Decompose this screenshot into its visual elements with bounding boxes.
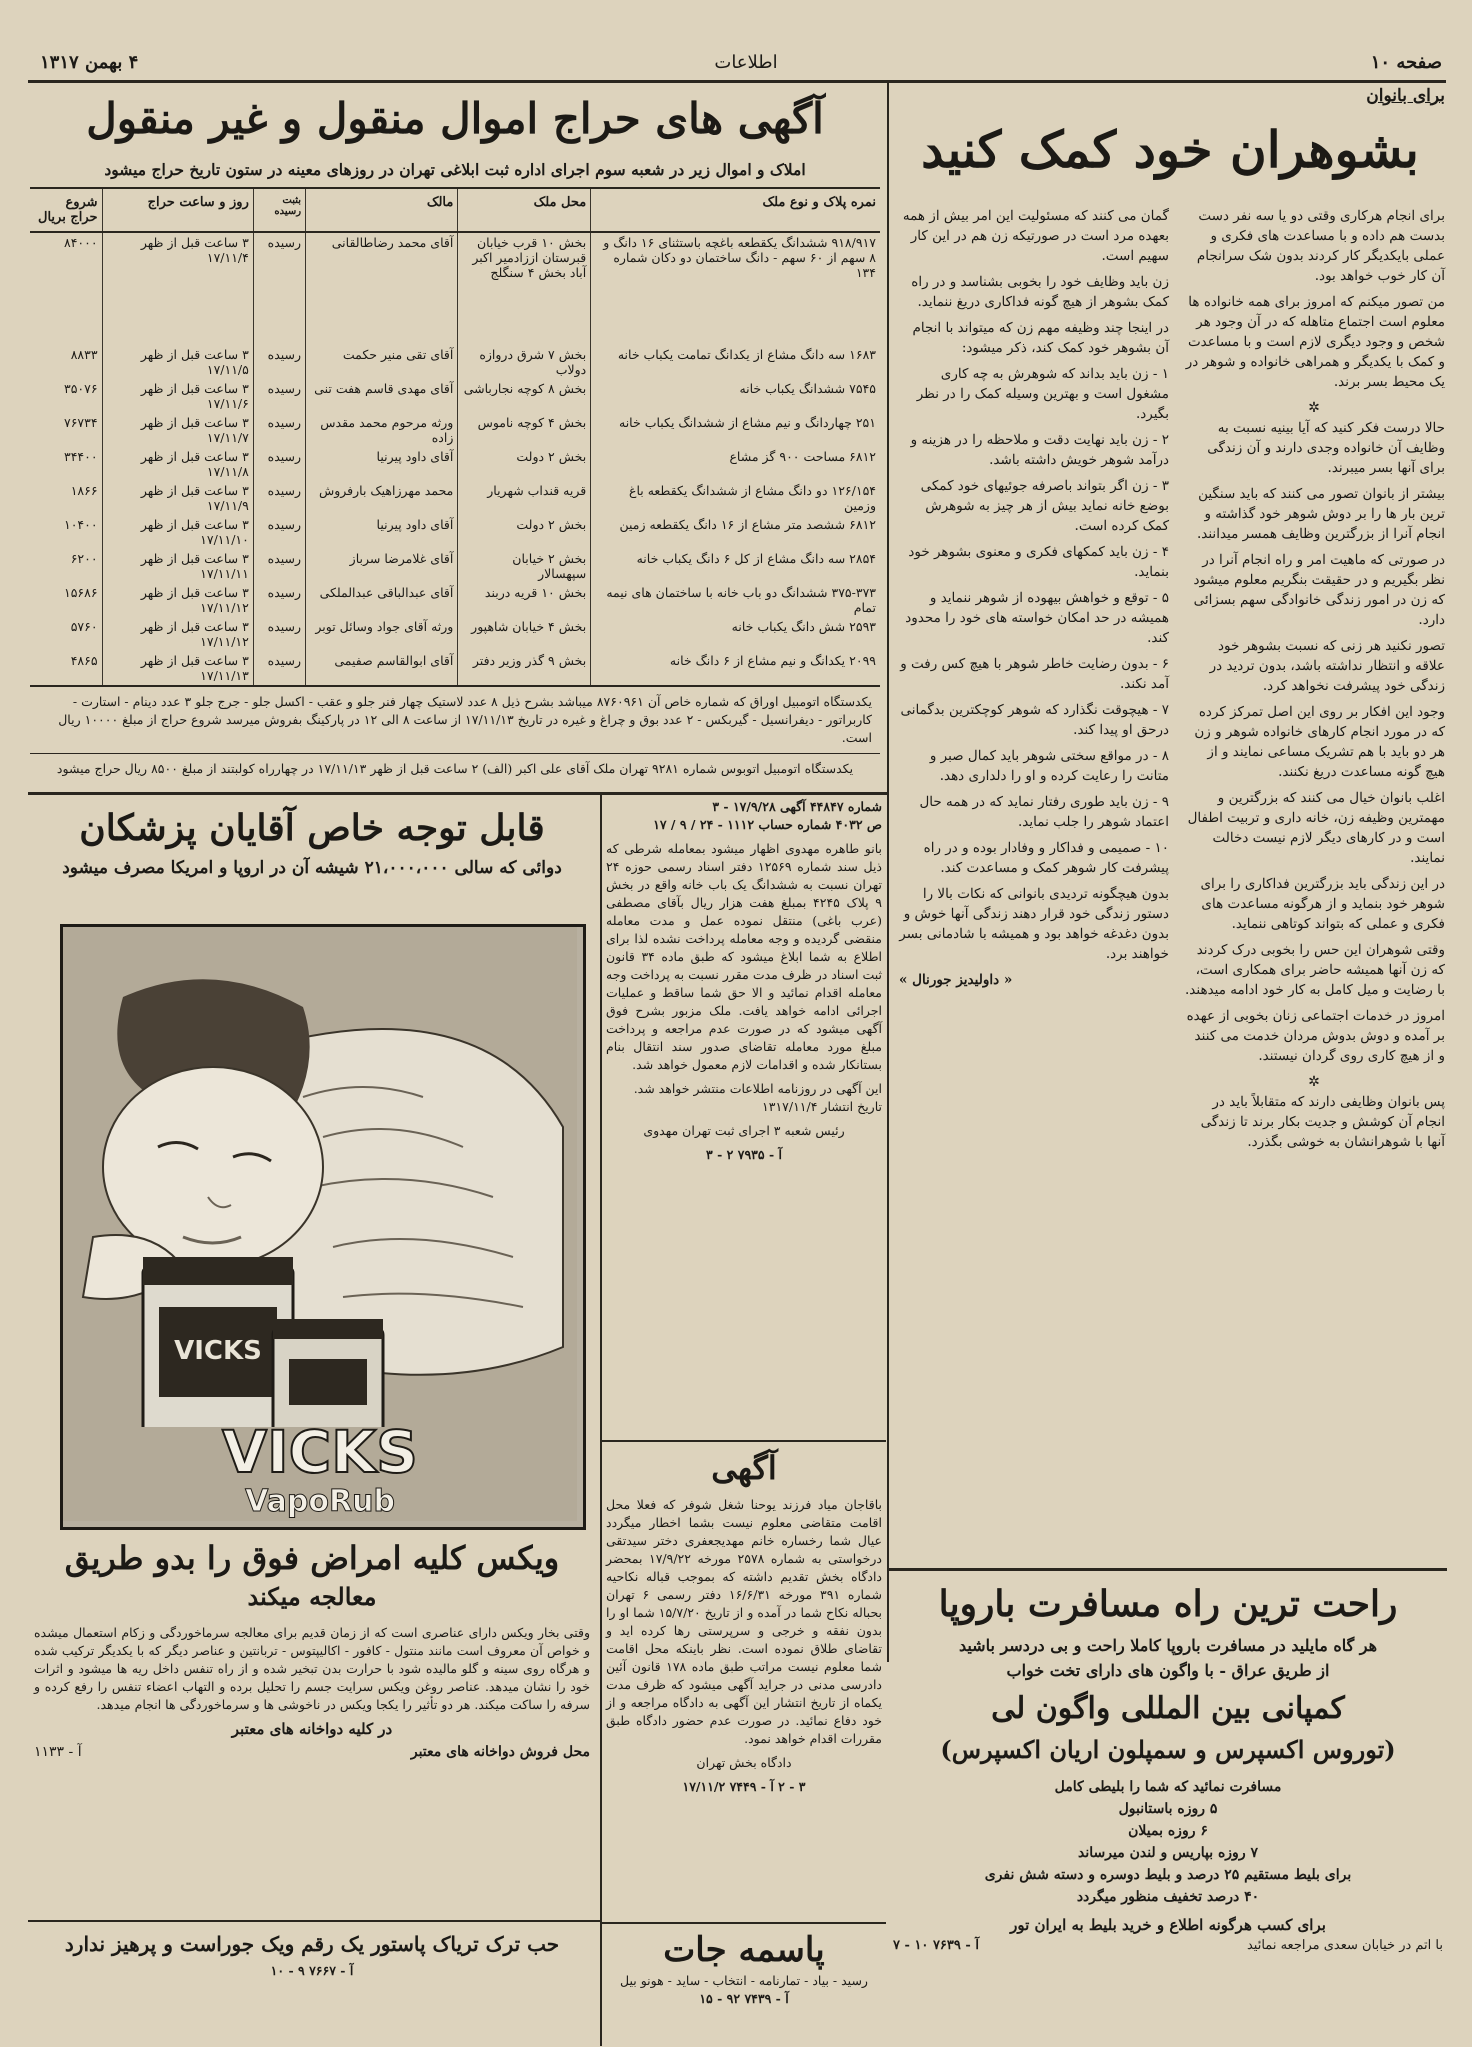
- opium-ad-text: حب ترک تریاک پاستور یک رقم ویک جوراست و پرهیز ندارد: [64, 1932, 560, 1956]
- cell-price: ۴۸۶۵: [70, 653, 98, 668]
- notice-signer: دادگاه بخش تهران: [696, 1755, 792, 1770]
- table-row: [30, 413, 880, 447]
- auction-table: [30, 187, 880, 687]
- table-row: [30, 651, 880, 685]
- train-line2: از طریق عراق - با واگون های دارای تخت خواب: [1006, 1661, 1330, 1680]
- pasteh-title: پاسمه جات: [663, 1930, 825, 1970]
- vicks-code: آ - ۱۱۳۳: [34, 1744, 82, 1760]
- cell-owner: آقای ابوالقاسم صفیمی: [306, 651, 458, 685]
- rule: [602, 1440, 886, 1442]
- cell-owner: آقای غلامرضا سرباز: [306, 549, 458, 583]
- notice-body: باقاجان میاد فرزند یوحنا شغل شوفر که فعلا محل اقامت متقاضی معلوم نیست بشما اخطار میگردد عیال شما رخساره خانم مهدیجعفری دختر سیدتقی درخواستی به شماره ۲۵۷۸ مورخه ۱۷/۹/۲۲ بمحضر دادگاه بخش تقدیم داشته که بموجب قباله نکاحیه شماره ۳۹۱ مورخه ۱۶/۶/۳۱ دفتر رسمی ۶ تهران بحباله نکاح شما در آمده و از تاریخ ۱۵/۷/۲۰ شما او را بدون نفقه و خرجی و سرپرستی رها کرده اید و تقاضای طلاق نموده است. نظر باینکه محل اقامت شما معلوم نیست مراتب طبق ماده ۱۷۸ قانون آئین دادرسی مدنی در جراید آگهی میشود که ظرف مدت یکماه از تاریخ انتشار این آگهی به دادگاه مراجعه و از خود دفاع نمائید. در صورت عدم حضور دادگاه طبق مقررات اقدام خواهد نمود.: [606, 1497, 882, 1746]
- rule: [602, 1922, 886, 1924]
- article-column-right: [1185, 206, 1445, 1158]
- cell-location: بخش ۷ شرق دروازه دولاب: [458, 345, 591, 379]
- cell-date: ۳ ساعت قبل از ظهر ۱۷/۱۱/۱۰: [102, 515, 253, 549]
- paragraph: اغلب بانوان خیال می کنند که بزرگترین و مهمترین وظیفه زن، خانه داری و تربیت اطفال است و در کارهای دیگر لازم نیست دخالت نمایند.: [1187, 790, 1445, 866]
- train-info-line: ۵ روزه باستانبول: [1118, 1801, 1218, 1817]
- cell-plak: ۲۵۹۳ شش دانگ یکباب خانه: [591, 617, 880, 651]
- paragraph: پس بانوان وظایفی دارند که متقابلاً باید در انجام آن کوشش و جدیت بکار برند تا زندگی آنها با شوهرانشان به خوشی بگذرد.: [1200, 1094, 1445, 1150]
- table-row: [30, 549, 880, 583]
- table-row: [30, 617, 880, 651]
- cell-location: بخش ۲ خیابان سپهسالار: [458, 549, 591, 583]
- rule: [28, 1920, 600, 1922]
- paragraph: گمان می کنند که مسئولیت این امر بیش از همه بعهده مرد است در صورتیکه زن هم در این کار سهیم است.: [902, 208, 1169, 264]
- paragraph: بیشتر از بانوان تصور می کنند که باید سنگین ترین بار ها را بر دوش شوهر خود گذاشته و انجام آنرا از بزرگترین وظایف همسر میدانند.: [1196, 486, 1445, 542]
- column-header: محل ملک: [458, 189, 591, 232]
- cell-status: رسیده: [253, 413, 305, 447]
- separator-stars: ✲: [1308, 400, 1322, 416]
- column-header: نمره پلاک و نوع ملک: [591, 189, 880, 232]
- paragraph: بدون هیچگونه تردیدی بانوانی که نکات بالا را دستور زندگی خود قرار دهند زندگی آنها خوش و بدون دغدغه خواهد بود و همیشه با شادمانی بسر خواهند برد.: [899, 886, 1169, 962]
- train-info-line: ۴۰ درصد تخفیف منظور میگردد: [1076, 1889, 1260, 1905]
- cell-plak: ۶۸۱۲ مساحت ۹۰۰ گز مشاع: [591, 447, 880, 481]
- cell-status: رسیده: [253, 379, 305, 413]
- cell-status: رسیده: [253, 515, 305, 549]
- sleeping-child-illustration: [63, 927, 577, 1521]
- cell-owner: آقای عبدالباقی عبدالملکی: [306, 583, 458, 617]
- column-header: مالک: [306, 189, 458, 232]
- notice-extra: این آگهی در روزنامه اطلاعات منتشر خواهد شد. تاریخ انتشار ۱۳۱۷/۱۱/۴: [633, 1081, 882, 1114]
- doctors-title: قابل توجه خاص آقایان پزشکان: [79, 807, 545, 849]
- cell-location: بخش ۱۰ قریه دربند: [458, 583, 591, 617]
- cell-status: رسیده: [253, 447, 305, 481]
- paragraph: امروز در خدمات اجتماعی زنان بخوبی از عهده بر آمده و دوش بدوش مردان خدمت می کنند و از هیچ کاری روی گردان نیستند.: [1186, 1008, 1445, 1064]
- list-item: ۷ - هیچوقت نگذارد که شوهر کوچکترین بدگمانی درحق او پیدا کند.: [900, 702, 1169, 738]
- list-item: ۶ - بدون رضایت خاطر شوهر با هیچ کس رفت و آمد نکند.: [900, 656, 1169, 692]
- cell-date: ۳ ساعت قبل از ظهر ۱۷/۱۱/۷: [102, 413, 253, 447]
- vicks-available: در کلیه دواخانه های معتبر: [231, 1720, 393, 1738]
- column-header: شروع حراج بریال: [30, 189, 102, 232]
- train-line1: هر گاه مایلید در مسافرت باروپا کاملا راحت و بی دردسر باشید: [958, 1636, 1378, 1655]
- column-divider-right: [887, 82, 889, 1662]
- cell-location: بخش ۴ کوچه ناموس: [458, 413, 591, 447]
- train-company: کمپانی بین المللی واگون لی: [991, 1691, 1345, 1726]
- train-code: آ - ۷۶۳۹ ۱۰ - ۷: [893, 1938, 979, 1953]
- cell-price: ۱۵۶۸۶: [63, 585, 98, 600]
- notice-code: آ - ۷۹۳۵ ۲ - ۳: [706, 1147, 782, 1162]
- cell-location: بخش ۸ کوچه نجارباشی: [458, 379, 591, 413]
- cell-date: ۳ ساعت قبل از ظهر ۱۷/۱۱/۹: [102, 481, 253, 515]
- paragraph: در این زندگی باید بزرگترین فداکاری را برای شوهر خود بنماید و از هرگونه مساعدت های فکری و عملی که بتواند کوتاهی ننماید.: [1200, 876, 1445, 932]
- cell-owner: ورثه آقای جواد وسائل توبر: [306, 617, 458, 651]
- cell-plak: ۲۵۱ چهاردانگ و نیم مشاع از ششدانگ یکباب خانه: [591, 413, 880, 447]
- separator-stars: ✲: [1308, 1074, 1322, 1090]
- registration-notice: [606, 798, 882, 1418]
- table-row: [30, 583, 880, 617]
- jar-label: VICKS: [174, 1336, 262, 1366]
- cell-plak: ۳۷۵-۳۷۳ ششدانگ دو باب خانه با ساختمان های نیمه تمام: [591, 583, 880, 617]
- paragraph: وجود این افکار بر روی این اصل تمرکز کرده که در مورد انجام کارهای خانواده شوهر و زن هر دو باید با هم تشریک مساعی نمایند و از هیچ گونه مساعدت دریغ نکنند.: [1194, 704, 1445, 780]
- list-item: ۳ - زن اگر بتواند باصرفه جوئیهای خود کمکی بوضع خانه نماید بیش از هر چیز به شوهرش کمک کرده است.: [920, 478, 1169, 534]
- article-source: « داولیدیز جورنال »: [899, 972, 1013, 988]
- opium-ad-code: آ - ۷۶۶۷ ۹ - ۱۰: [270, 1963, 354, 1978]
- list-item: ۴ - زن باید کمکهای فکری و معنوی بشوهر خود بنماید.: [908, 544, 1169, 580]
- table-row: [30, 447, 880, 481]
- notice-ref: شماره ۴۴۸۴۷ آگهی ۱۷/۹/۲۸ - ۳: [712, 799, 882, 814]
- cell-location: بخش ۹ گذر وزیر دفتر: [458, 651, 591, 685]
- cell-location: بخش ۱۰ قرب خیابان قبرستان اززادمیر اکبر آباد بخش ۴ سنگلج: [458, 232, 591, 345]
- cell-date: ۳ ساعت قبل از ظهر ۱۷/۱۱/۴: [102, 232, 253, 345]
- train-ad: [893, 1572, 1443, 2040]
- train-footer2: با اتم در خیابان سعدی مراجعه نمائید: [1246, 1938, 1443, 1953]
- list-item: ۱۰ - صمیمی و فداکار و وفادار بوده و در راه پیشرفت کار شوهر کمک و مساعدت کند.: [923, 840, 1169, 876]
- cell-plak: ۷۵۴۵ ششدانگ یکباب خانه: [591, 379, 880, 413]
- table-row: [30, 345, 880, 379]
- train-express: (توروس اکسپرس و سمپلون اریان اکسپرس): [940, 1735, 1396, 1764]
- cell-date: ۳ ساعت قبل از ظهر ۱۷/۱۱/۵: [102, 345, 253, 379]
- pasteh-code: آ - ۷۴۳۹ ۹۲ - ۱۵: [699, 1991, 789, 2006]
- vicks-illustration: [60, 924, 586, 1530]
- train-info-line: ۷ روزه بپاریس و لندن میرساند: [1078, 1845, 1258, 1861]
- vicks-headline: ویکس کلیه امراض فوق را بدو طریق: [64, 1539, 560, 1577]
- notice-sign: رئیس شعبه ۳ اجرای ثبت تهران مهدوی: [643, 1123, 845, 1138]
- paragraph: در اینجا چند وظیفه مهم زن که میتواند با انجام آن بشوهر خود کمک کند، ذکر میشود:: [912, 320, 1169, 356]
- cell-owner: آقای داود پیرنیا: [306, 515, 458, 549]
- cell-price: ۸۸۳۳: [70, 347, 98, 362]
- cell-price: ۱۸۶۶: [70, 483, 98, 498]
- cell-price: ۱۰۴۰۰: [63, 517, 98, 532]
- women-article: [895, 82, 1445, 1662]
- section-label: برای بانوان: [1366, 86, 1445, 106]
- cell-plak: ۱۲۶/۱۵۴ دو دانگ مشاع از ششدانگ یکقطعه باغ وزمین: [591, 481, 880, 515]
- cell-plak: ۲۸۵۴ سه دانگ مشاع از کل ۶ دانگ یکباب خانه: [591, 549, 880, 583]
- cell-location: بخش ۲ دولت: [458, 447, 591, 481]
- doctors-ad-header: [34, 798, 590, 918]
- cell-plak: ۶۸۱۲ ششصد متر مشاع از ۱۶ دانگ یکقطعه زمین: [591, 515, 880, 549]
- column-header: بثبت رسیده: [253, 189, 305, 232]
- paragraph: برای انجام هرکاری وقتی دو یا سه نفر دست بدست هم داده و با مساعدت های فکری و عملی بایکدیگر کار کردند بدون شک سرانجام آن کار خوب خواهد بود.: [1196, 208, 1445, 284]
- list-item: ۸ - در مواقع سختی شوهر باید کمال صبر و متانت را رعایت کرده و او را دلداری دهد.: [929, 748, 1169, 784]
- train-footer: برای کسب هرگونه اطلاع و خرید بلیط به ایران تور: [1010, 1916, 1326, 1934]
- vaporub-logo: VapoRub: [245, 1484, 395, 1519]
- table-row: [30, 379, 880, 413]
- auction-notices: [30, 84, 880, 784]
- cell-price: ۳۵۰۷۶: [63, 381, 98, 396]
- notice-body: بانو طاهره مهدوی اظهار میشود بمعامله شرطی که ذیل سند شماره ۱۲۵۶۹ دفتر اسناد رسمی حوزه ۲۴ تهران نسبت به ششدانگ یک باب خانه واقع در بخش ۹ پلاک ۴۲۴۵ بمبلغ هفت هزار ریال بآقای مصطفی (عرب باغی) منتقل نموده عمل و مدت معامله منقضی گردیده و وجه معامله پرداخت نشده لذا برای اطلاع به شما ابلاغ میشود که طبق ماده ۳۴ قانون ثبت اسناد در ظرف مدت مقرر نسبت به پرداخت وجه معامله اقدام نمائید و الا حق شما ساقط و عملیات اجرائی ادامه خواهد یافت. ملک مزبور بشرح فوق آگهی میشود که در صورت عدم مراجعه و پرداخت مبلغ مورد معامله تقاضای صدور سند انتقال بنام بستانکار شده و اقدامات لازم معمول خواهد شد.: [606, 841, 883, 1072]
- cell-status: رسیده: [253, 481, 305, 515]
- article-title: بشوهران خود کمک کنید: [921, 120, 1419, 179]
- cell-owner: آقای محمد رضاطالقانی: [306, 232, 458, 345]
- cell-date: ۳ ساعت قبل از ظهر ۱۷/۱۱/۶: [102, 379, 253, 413]
- paragraph: در صورتی که ماهیت امر و راه انجام آنرا در نظر بگیریم و در حقیقت بنگریم معلوم میشود که زن در امور زندگی خانوادگی سهم بسزائی دارد.: [1193, 552, 1445, 628]
- paragraph: تصور نکنید هر زنی که نسبت بشوهر خود علاقه و انتظار نداشته باشد، بدون تردید در زندگی خود پیشرفت نخواهد کرد.: [1209, 638, 1445, 694]
- train-info-line: ۶ روزه بمیلان: [1128, 1823, 1208, 1839]
- cell-owner: آقای تقی منیر حکمت: [306, 345, 458, 379]
- train-info-line: مسافرت نمائید که شما را بلیطی کامل: [1054, 1779, 1282, 1795]
- cell-owner: آقای داود پیرنیا: [306, 447, 458, 481]
- cell-location: بخش ۴ خیابان شاهپور: [458, 617, 591, 651]
- cell-price: ۳۴۴۰۰: [63, 449, 98, 464]
- train-info-line: برای بلیط مستقیم ۲۵ درصد و بلیط دوسره و دسته شش نفری: [984, 1867, 1352, 1883]
- paragraph: حالا درست فکر کنید که آیا بینیه نسبت به وظایف آن خانواده وجدی دارند و آن زندگی برای آنها بسر میبرند.: [1207, 420, 1445, 476]
- cell-date: ۳ ساعت قبل از ظهر ۱۷/۱۱/۱۳: [102, 651, 253, 685]
- paragraph: من تصور میکنم که امروز برای همه خانواده ها معلوم است اجتماع متاهله که در آن وجود هر شخص و وجود دیگری لازم است و با مساعدت و کمک با یکدیگر و همراهی خانواده و شوهر در یک محیط بسر برند.: [1185, 294, 1445, 390]
- article-column-left: [899, 206, 1169, 1158]
- auction-notice-car: یکدستگاه اتومبیل اوراق که شماره خاص آن ۸۷۶۰۹۶۱ میباشد بشرح ذیل ۸ عدد لاستیک چهار فنر جلو و عقب - اکسل جلو - جرج جلو ۳ عدد دینام - استارت - کاربراتور - دیفرانسیل - گیربکس - ۲ عدد بوق و چراغ و غیره در تاریخ ۱۷/۱۱/۱۳ از ساعت ۸ الی ۱۲ در پارکینگ بفروش میرسد شروع حراج از مبلغ ۱۰۰۰۰ ریال است.: [30, 687, 880, 754]
- cell-location: بخش ۲ دولت: [458, 515, 591, 549]
- list-item: ۵ - توقع و خواهش بیهوده از شوهر ننماید و همیشه در حد امکان خواسته های خود را محدود کند.: [905, 590, 1169, 646]
- pasteh-sub: رسید - بیاد - تمارنامه - انتخاب - ساید - هونو بیل: [620, 1973, 868, 1988]
- cell-owner: آقای مهدی قاسم هفت تنی: [306, 379, 458, 413]
- pasteh-ad: [606, 1928, 882, 2038]
- vicks-seller: محل فروش دواخانه های معتبر: [410, 1744, 590, 1760]
- list-item: ۲ - زن باید نهایت دقت و ملاحظه را در هزینه و درآمد شوهر خویش داشته باشد.: [910, 432, 1169, 468]
- auction-title: آگهی های حراج اموال منقول و غیر منقول: [86, 94, 824, 143]
- train-info: [893, 1776, 1443, 1908]
- table-row: [30, 515, 880, 549]
- divorce-notice: [606, 1446, 882, 1876]
- vicks-ad-text: [34, 1536, 590, 1916]
- table-row: [30, 232, 880, 345]
- cell-date: ۳ ساعت قبل از ظهر ۱۷/۱۱/۸: [102, 447, 253, 481]
- paragraph: زن باید وظایف خود را بخوبی بشناسد و در راه کمک بشوهر از هیچ گونه فداکاری دریغ ننماید.: [911, 274, 1169, 310]
- train-title: راحت ترین راه مسافرت باروپا: [938, 1583, 1398, 1625]
- list-item: ۹ - زن باید طوری رفتار نماید که در همه حال اعتماد شوهر را جلب نماید.: [919, 794, 1169, 830]
- auction-bottom-rule: [28, 792, 888, 795]
- cell-status: رسیده: [253, 232, 305, 345]
- cell-price: ۶۲۰۰: [70, 551, 98, 566]
- cell-price: ۵۷۶۰: [70, 619, 98, 634]
- column-header: روز و ساعت حراج: [102, 189, 253, 232]
- list-item: ۱ - زن باید بداند که شوهرش به چه کاری مشغول است و بهترین وسیله کمک را در نظر بگیرد.: [916, 366, 1169, 422]
- paper-name: اطلاعات: [714, 52, 778, 73]
- doctors-subtitle: دوائی که سالی ۲۱،۰۰۰،۰۰۰ شیشه آن در اروپا و امریکا مصرف میشود: [62, 858, 562, 878]
- issue-date: ۴ بهمن ۱۳۱۷: [40, 52, 139, 73]
- cell-status: رسیده: [253, 549, 305, 583]
- paragraph: وقتی شوهران این حس را بخوبی درک کردند که زن آنها همیشه حاضر برای همکاری است، با رضایت و میل کامل به کار خود ادامه میدهند.: [1185, 942, 1445, 998]
- cell-plak: ۹۱۸/۹۱۷ ششدانگ یکقطعه باغچه باستثنای ۱۶ دانگ و ۸ سهم از ۶۰ سهم - دانگ ساختمان دو دکان شماره ۱۳۴: [591, 232, 880, 345]
- opium-ad: [34, 1926, 590, 2036]
- cell-date: ۳ ساعت قبل از ظهر ۱۷/۱۱/۱۲: [102, 583, 253, 617]
- auction-subtitle: املاک و اموال زیر در شعبه سوم اجرای اداره ثبت ابلاغی تهران در روزهای معینه در ستون تاریخ حراج میشود: [104, 160, 806, 179]
- vicks-subheadline: معالجه میکند: [247, 1582, 377, 1611]
- cell-status: رسیده: [253, 651, 305, 685]
- cell-status: رسیده: [253, 583, 305, 617]
- notice-title: آگهی: [711, 1449, 777, 1487]
- table-row: [30, 481, 880, 515]
- auction-notice-bus: یکدستگاه اتومبیل اتوبوس شماره ۹۲۸۱ تهران ملک آقای علی اکبر (الف) ۲ ساعت قبل از ظهر ۱۷/۱۱/۱۳ در چهارراه کولبتند از مبلغ ۸۵۰۰ ریال حراج میشود: [56, 761, 854, 776]
- cell-status: رسیده: [253, 345, 305, 379]
- cell-price: ۸۴۰۰۰: [63, 235, 98, 250]
- cell-date: ۳ ساعت قبل از ظهر ۱۷/۱۱/۱۱: [102, 549, 253, 583]
- cell-owner: ورثه مرحوم محمد مقدس زاده: [306, 413, 458, 447]
- notice-ref: ص ۴۰۳۲ شماره حساب ۱۱۱۲ - ۲۴ / ۹ / ۱۷: [653, 817, 882, 832]
- cell-date: ۳ ساعت قبل از ظهر ۱۷/۱۱/۱۲: [102, 617, 253, 651]
- cell-plak: ۱۶۸۳ سه دانگ مشاع از یکدانگ تمامت یکباب خانه: [591, 345, 880, 379]
- notice-code: ۳ - ۲ آ - ۷۴۴۹ ۱۷/۱۱/۲: [682, 1779, 806, 1794]
- cell-price: ۷۶۷۳۴: [63, 415, 98, 430]
- cell-status: رسیده: [253, 617, 305, 651]
- page-number: صفحه ۱۰: [1370, 52, 1442, 73]
- vicks-body: وقتی بخار ویکس دارای عناصری است که از زمان قدیم برای معالجه سرماخوردگی و زکام استعمال میشده و خواص آن معروف است مانند منتول - کافور - اکالیپتوس - تربانتین و عناصر دیگر که با یکدیگر ترکیب شده و هرگاه روی سینه و گلو مالیده شود با حرارت بدن تبخیر شده و از راه تنفس داخل ریه ها میشود و اثرات خود را نشان میدهد. عناصر روغن ویکس سرایت جسم را تحلیل برده و التهاب اعضاء تنفس را رفع کرده و سرفه را ساکت میکند. هر دو تأثیر را یکجا ویکس در ناخوشی ها و سرماخوردگی ها انجام میدهد.: [34, 1625, 590, 1712]
- cell-plak: ۲۰۹۹ یکدانگ و نیم مشاع از ۶ دانگ خانه: [591, 651, 880, 685]
- column-divider-left: [600, 794, 602, 2046]
- cell-location: قریه قنداب شهریار: [458, 481, 591, 515]
- vicks-logo: VICKS: [222, 1418, 418, 1486]
- cell-owner: محمد مهرزاهیک بارفروش: [306, 481, 458, 515]
- rule: [887, 1568, 1447, 1571]
